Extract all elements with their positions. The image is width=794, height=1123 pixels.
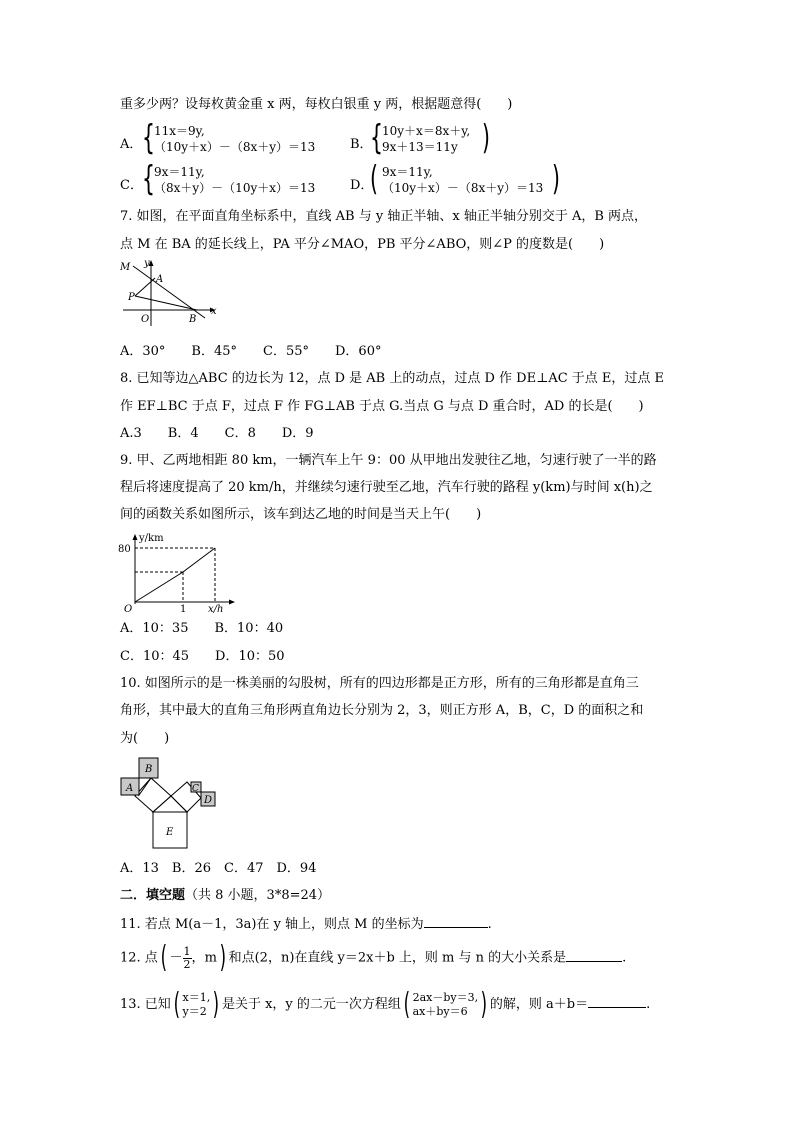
- q6-option-a-label: A．: [120, 137, 143, 152]
- q12: 12. 点( － $\frac{1}{2}$ ，m) 和点(2，n)在直线 y＝2x＋b 上，则 m 与 n 的大小关系是 .: [120, 940, 627, 975]
- q9-line-3: 间的函数关系如图所示，该车到达乙地的时间是当天上午( ): [120, 507, 482, 522]
- numerator: 1: [183, 944, 191, 958]
- q11-text: 11. 若点 M(a－1，3a)在 y 轴上，则点 M 的坐标为: [120, 917, 424, 932]
- left-brace: {: [370, 118, 383, 158]
- equation-row-2: （10y＋x）－（8x＋y）＝13: [382, 181, 544, 195]
- y-tick-80: 80: [118, 544, 131, 555]
- minus-sign: －: [169, 950, 183, 966]
- q10-pythagoras-tree-figure: [115, 754, 225, 854]
- q7-line-1: 7. 如图，在平面直角坐标系中，直线 AB 与 y 轴正半轴、x 轴正半轴分别交于 A，B 两点，: [120, 209, 648, 224]
- q10-line-2: 角形，其中最大的直角三角形两直角边长分别为 2，3，则正方形 A，B，C，D 的面积之和: [120, 703, 644, 718]
- label-e: E: [166, 827, 174, 838]
- equation-row-1: 9x＝11y,: [382, 165, 433, 179]
- right-paren: ): [219, 940, 226, 975]
- q10-line-3: 为( ): [120, 731, 170, 746]
- left-brace: {: [142, 118, 155, 158]
- fraction-one-half: [183, 946, 192, 971]
- label-x: x: [211, 306, 217, 317]
- m-variable: m: [204, 950, 217, 966]
- q12-prefix: 12. 点: [120, 950, 158, 966]
- right-paren: ): [480, 986, 488, 1022]
- section-note: （共 8 小题，3*8=24）: [185, 888, 331, 903]
- label-c: C: [192, 784, 199, 794]
- answer-blank[interactable]: [566, 949, 622, 962]
- q12-middle: 和点(2，n)在直线 y＝2x＋b 上，则 m 与 n 的大小关系是: [228, 950, 567, 966]
- label-y: y: [144, 258, 150, 269]
- left-paren: (: [370, 159, 378, 199]
- label-a: A: [126, 783, 134, 794]
- q12-end: .: [622, 950, 627, 966]
- row-1: x＝1,: [182, 990, 211, 1004]
- q13-post: 的解，则 a＋b＝: [489, 997, 589, 1012]
- q10-line-1: 10. 如图所示的是一株美丽的勾股树，所有的四边形都是正方形，所有的三角形都是直角三: [120, 676, 639, 691]
- q6-option-a-system: [142, 118, 342, 158]
- q6-option-b-label: B．: [350, 137, 373, 152]
- q6-option-d-system: [370, 159, 570, 199]
- label-d: D: [204, 795, 213, 806]
- label-p: P: [128, 292, 135, 303]
- x-axis-label: x/h: [208, 604, 224, 614]
- x-tick-1: 1: [180, 604, 187, 614]
- q13: [120, 988, 650, 1024]
- row-2: y＝2: [182, 1004, 207, 1018]
- answer-blank[interactable]: [588, 995, 646, 1008]
- q11: [120, 915, 492, 934]
- right-paren: ): [212, 986, 220, 1022]
- q13-middle: 是关于 x，y 的二元一次方程组: [221, 997, 401, 1012]
- q7-line-2: 点 M 在 BA 的延长线上，PA 平分∠MAO，PB 平分∠ABO，则∠P 的度数是( ): [120, 237, 605, 252]
- row-1: 2ax－by＝3,: [412, 990, 479, 1004]
- equation-row-2: 9x＋13＝11y: [382, 140, 458, 154]
- equation-row-1: 11x＝9y,: [154, 124, 205, 138]
- left-paren: (: [160, 940, 167, 975]
- equation-row-1: 9x＝11y,: [154, 165, 205, 179]
- q6-option-c-label: C．: [120, 178, 143, 193]
- q6-option-c-system: [142, 159, 342, 199]
- solution-system: [183, 991, 211, 1019]
- equation-row-2: （10y＋x）－（8x＋y）＝13: [154, 140, 316, 154]
- y-axis-label: y/km: [139, 533, 164, 544]
- answer-blank[interactable]: [424, 915, 488, 928]
- row-2: ax＋by＝6: [412, 1004, 468, 1018]
- left-brace: {: [142, 159, 155, 199]
- q9-distance-time-graph: [115, 532, 245, 614]
- q9-options-row-2: C．10：45 D．10：50: [120, 649, 285, 664]
- label-m: M: [120, 262, 131, 273]
- q6-stem: 重多少两？设每枚黄金重 x 两，每枚白银重 y 两，根据题意得( ): [120, 97, 513, 112]
- q13-end: .: [646, 997, 651, 1012]
- equation-row-2: （8x＋y）－（10y＋x）＝13: [154, 181, 316, 195]
- right-paren: ): [482, 118, 490, 158]
- q9-line-2: 程后将速度提高了 20 km/h，并继续匀速行驶至乙地，汽车行驶的路程 y(km)与时间 x(h)之: [120, 480, 653, 495]
- denominator: 2: [183, 957, 191, 971]
- label-a: A: [156, 274, 164, 285]
- section-2-heading: [120, 887, 330, 905]
- q7-coordinate-figure: [115, 258, 225, 330]
- label-b: B: [145, 764, 153, 775]
- q9-options-row-1: A．10：35 B．10：40: [120, 621, 284, 636]
- q10-options: A．13 B．26 C．47 D．94: [120, 861, 317, 876]
- q8-line-2: 作 EF⊥BC 于点 F，过点 F 作 FG⊥AB 于点 G.当点 G 与点 D 重合时，AD 的长是( ): [120, 399, 644, 414]
- section-title: 二．填空题: [120, 888, 186, 903]
- right-paren: ): [552, 159, 560, 199]
- equation-row-1: 10y＋x＝8x＋y,: [382, 124, 471, 138]
- left-paren: (: [403, 986, 410, 1022]
- q8-options: A.3 B．4 C．8 D．9: [120, 426, 314, 441]
- label-o: O: [141, 314, 150, 325]
- q13-prefix: 13. 已知: [120, 997, 171, 1012]
- equation-system: [413, 991, 479, 1019]
- q6-option-b-system: [370, 118, 500, 158]
- q7-options: A．30° B．45° C．55° D．60°: [120, 344, 382, 359]
- q6-option-d-label: D．: [350, 178, 374, 193]
- left-paren: (: [173, 986, 180, 1022]
- q11-end: .: [487, 917, 492, 932]
- origin-label: O: [124, 604, 133, 614]
- q8-line-1: 8. 已知等边△ABC 的边长为 12，点 D 是 AB 上的动点，过点 D 作 DE⊥AC 于点 E，过点 E: [120, 371, 665, 386]
- label-b: B: [189, 314, 197, 325]
- q9-line-1: 9. 甲、乙两地相距 80 km，一辆汽车上午 9：00 从甲地出发驶往乙地，匀速行驶了一半的路: [120, 453, 657, 468]
